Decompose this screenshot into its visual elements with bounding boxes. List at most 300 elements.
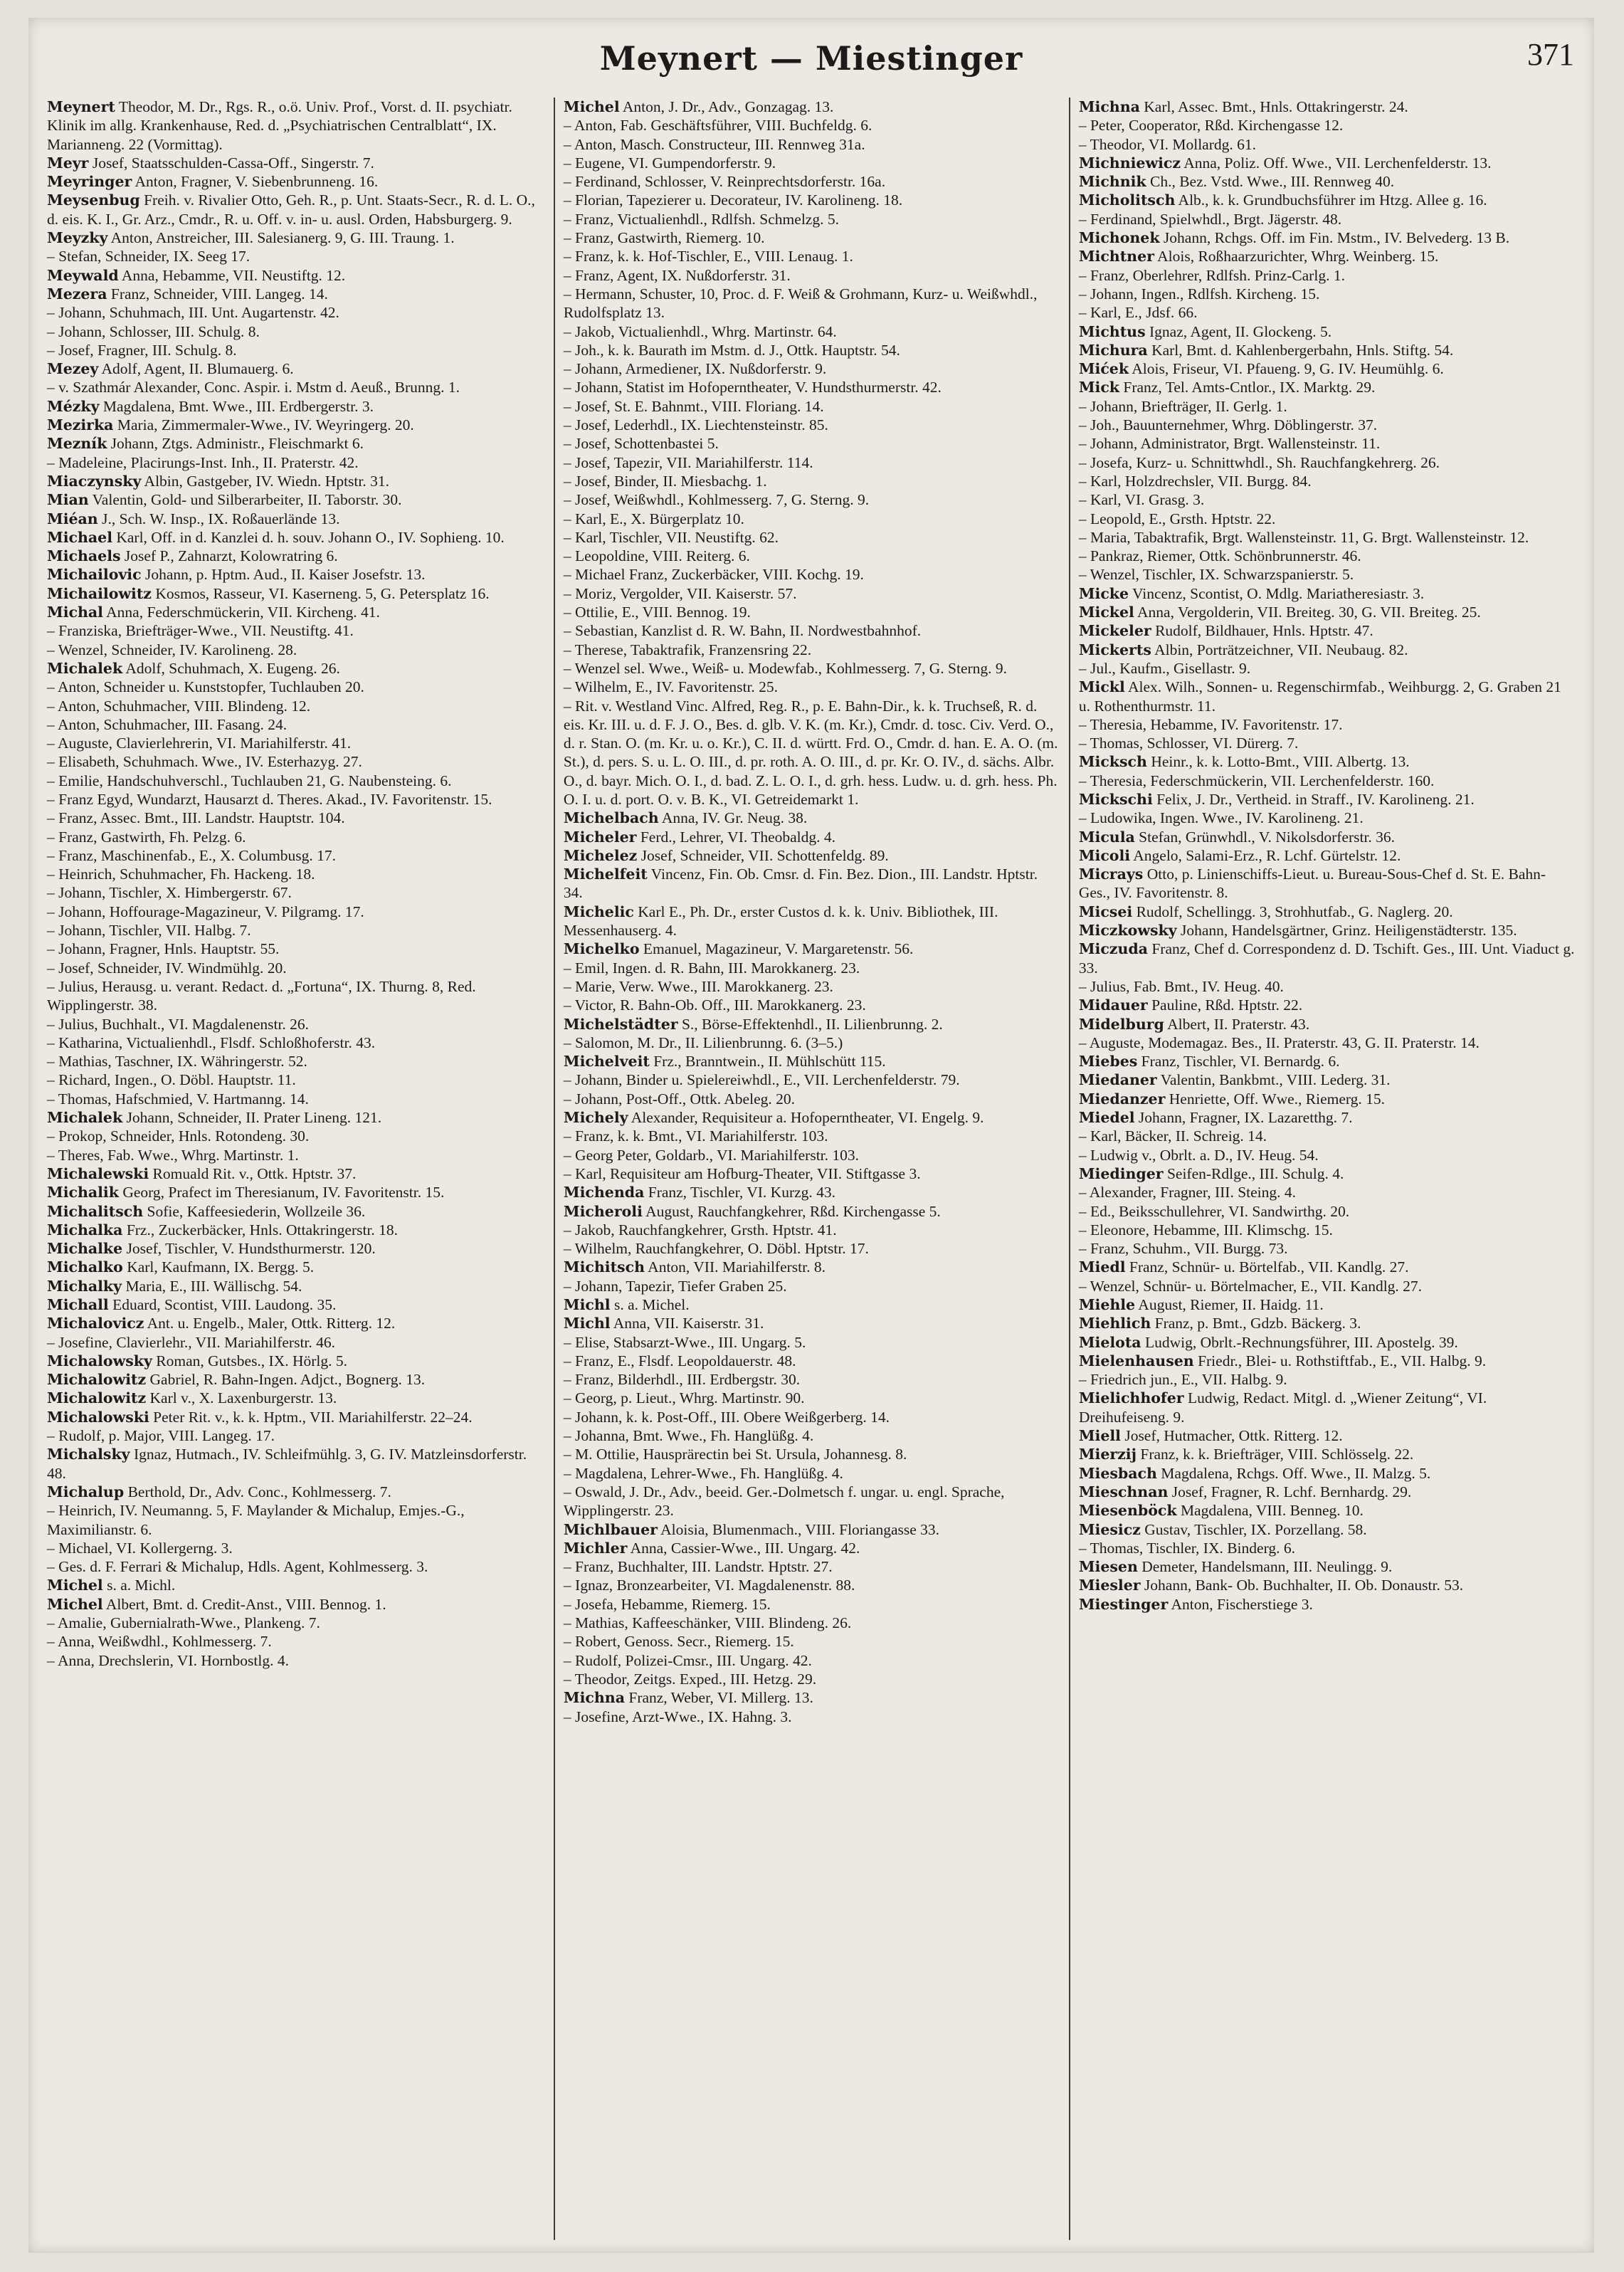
column-left (38, 98, 554, 2240)
entry-text: – Johann, Armediener, IX. Nußdorferstr. 9. (563, 360, 827, 378)
directory-entry (47, 322, 545, 341)
entry-text: – Johann, Briefträger, II. Gerlg. 1. (1078, 397, 1287, 415)
entry-text: – Georg Peter, Goldarb., VI. Mariahilferstr. 103. (563, 1146, 860, 1164)
entry-surname: Mierzij (1078, 1446, 1137, 1463)
directory-entry (564, 641, 1060, 659)
directory-entry (1079, 1426, 1576, 1445)
entry-surname: Mickel (1078, 604, 1134, 621)
entry-text: – Anton, Schuhmacher, VIII. Blindeng. 12. (47, 697, 311, 715)
columns (38, 98, 1584, 2240)
entry-text: – Amalie, Gubernialrath-Wwe., Plankeng. 7. (47, 1614, 320, 1632)
directory-entry (47, 1426, 545, 1445)
entry-text: – Johann, Statist im Hofoperntheater, V. Hundsthurmerstr. 42. (563, 379, 942, 396)
directory-entry (564, 341, 1060, 359)
entry-text: – Josef, Fragner, III. Schulg. 8. (47, 341, 237, 359)
directory-entry (1079, 266, 1576, 285)
entry-text: – Salomon, M. Dr., II. Lilienbrunng. 6. (3–5.) (563, 1034, 843, 1051)
directory-entry (47, 1295, 545, 1314)
entry-text: – Franz, Bilderhdl., III. Erdbergstr. 30. (563, 1371, 801, 1389)
entry-surname: Michl (563, 1315, 611, 1332)
entry-text: Roman, Gutsbes., IX. Hörlg. 5. (152, 1352, 348, 1369)
entry-text: Franz, Schneider, VIII. Langeg. 14. (107, 285, 328, 303)
directory-entry (1079, 809, 1576, 827)
directory-entry (1079, 1539, 1576, 1557)
entry-text: Anton, Fragner, V. Siebenbrunneng. 16. (132, 173, 379, 191)
entry-text: – Josef, Tapezir, VII. Mariahilferstr. 114. (563, 453, 813, 471)
entry-text: – Josefine, Arzt-Wwe., IX. Hahng. 3. (563, 1708, 792, 1725)
entry-surname: Miesenböck (1078, 1502, 1177, 1520)
directory-entry (1079, 1464, 1576, 1483)
directory-entry (47, 285, 545, 303)
entry-surname: Michura (1078, 341, 1148, 359)
entry-surname: Michelstädter (563, 1015, 678, 1033)
entry-text: – Eugene, VI. Gumpendorferstr. 9. (563, 154, 776, 172)
entry-surname: Michenda (563, 1184, 645, 1201)
entry-surname: Micsei (1078, 903, 1133, 920)
entry-text: – Franz, Victualienhdl., Rdlfsh. Schmelzg. 5. (563, 210, 839, 228)
directory-entry (1079, 1183, 1576, 1201)
entry-surname: Micke (1078, 584, 1129, 602)
entry-text: Franz, p. Bmt., Gdzb. Bäckerg. 3. (1151, 1315, 1361, 1332)
entry-text: Frz., Branntwein., II. Mühlschütt 115. (649, 1053, 886, 1071)
entry-text: Demeter, Handelsmann, III. Neulingg. 9. (1137, 1558, 1393, 1576)
directory-entry (564, 1670, 1060, 1688)
entry-text: – Theodor, VI. Mollardg. 61. (1078, 135, 1256, 153)
directory-entry (47, 1408, 545, 1426)
entry-text: – Franz Egyd, Wundarzt, Hausarzt d. Theres. Akad., IV. Favoritenstr. 15. (47, 790, 492, 808)
directory-entry (1079, 565, 1576, 584)
entry-text: – Thomas, Tischler, IX. Binderg. 6. (1078, 1539, 1295, 1557)
directory-entry (47, 247, 545, 265)
entry-text: Ludwig, Obrlt.-Rechnungsführer, III. Apostelg. 39. (1141, 1333, 1458, 1351)
entry-surname: Meyr (47, 154, 89, 172)
directory-entry (47, 959, 545, 977)
directory-entry (1079, 1445, 1576, 1463)
directory-entry (564, 1520, 1060, 1539)
entry-text: – Johann, Tischler, VII. Halbg. 7. (47, 922, 251, 940)
directory-entry (47, 1052, 545, 1071)
entry-surname: Michailowitz (47, 584, 152, 602)
directory-entry (47, 790, 545, 809)
entry-text: – Karl, Bäcker, II. Schreig. 14. (1078, 1127, 1267, 1145)
entry-text: Franz, Weber, VI. Millerg. 13. (624, 1689, 813, 1707)
entry-text: – Auguste, Modemagaz. Bes., II. Praterstr. 43, G. II. Praterstr. 14. (1078, 1034, 1480, 1051)
entry-text: – Joh., Bauunternehmer, Whrg. Döblingerstr. 37. (1078, 416, 1378, 434)
entry-text: Johann, Schneider, II. Prater Lineng. 121. (122, 1109, 382, 1127)
entry-text: – Theresia, Federschmückerin, VII. Lerchenfelderstr. 160. (1078, 772, 1435, 789)
entry-text: – Josefine, Clavierlehr., VII. Mariahilferstr. 46. (47, 1333, 336, 1351)
directory-entry (47, 359, 545, 378)
entry-text: – Karl, E., Jdsf. 66. (1078, 304, 1198, 322)
directory-entry (47, 828, 545, 846)
directory-entry (1079, 116, 1576, 135)
entry-text: – Johann, k. k. Post-Off., III. Obere Weißgerberg. 14. (563, 1408, 890, 1426)
entry-surname: Miesler (1078, 1577, 1141, 1594)
entry-text: – Anton, Schneider u. Kunststopfer, Tuchlauben 20. (47, 678, 364, 696)
entry-text: Stefan, Grünwhdl., V. Nikolsdorferstr. 36. (1134, 828, 1396, 846)
directory-entry (47, 266, 545, 285)
entry-text: Albert, II. Praterstr. 43. (1164, 1015, 1310, 1033)
directory-entry (1079, 1314, 1576, 1332)
entry-surname: Michna (563, 1689, 625, 1707)
directory-entry (564, 1052, 1060, 1071)
entry-surname: Micoli (1078, 846, 1131, 864)
entry-text: – Katharina, Victualienhdl., Flsdf. Schloßhoferstr. 43. (47, 1034, 376, 1051)
entry-text: Ignaz, Hutmach., IV. Schleifmühlg. 3, G. IV. Matzleinsdorferstr. 48. (47, 1446, 527, 1482)
entry-text: – Michael, VI. Kollergerng. 3. (47, 1539, 233, 1557)
entry-text: Alb., k. k. Grundbuchsführer im Htzg. Allee g. 16. (1175, 191, 1487, 209)
entry-text: – Leopold, E., Grsth. Hptstr. 22. (1078, 510, 1276, 527)
entry-text: Josef, Tischler, V. Hundsthurmerstr. 120. (122, 1240, 376, 1258)
directory-entry (1079, 996, 1576, 1014)
entry-surname: Miedinger (1078, 1164, 1164, 1182)
entry-text: – Thomas, Schlosser, VI. Dürerg. 7. (1078, 735, 1299, 752)
entry-text: Anna, Federschmückerin, VII. Kircheng. 41. (102, 604, 380, 621)
directory-entry (47, 154, 545, 172)
directory-entry (47, 528, 545, 547)
entry-surname: Mickerts (1078, 641, 1151, 658)
directory-entry (1079, 659, 1576, 678)
entry-surname: Mezirka (47, 416, 114, 434)
directory-entry (47, 752, 545, 771)
directory-entry (47, 621, 545, 640)
entry-text: – Anna, Weißwdhl., Kohlmesserg. 7. (47, 1633, 272, 1651)
directory-entry (1079, 752, 1576, 771)
entry-text: Otto, p. Linienschiffs-Lieut. u. Bureau-Sous-Chef d. St. E. Bahn-Ges., IV. Favoritenstr. 8. (1078, 866, 1546, 902)
entry-text: Johann, Rchgs. Off. im Fin. Mstm., IV. Belvederg. 13 B. (1159, 229, 1510, 247)
directory-entry (1079, 1052, 1576, 1071)
entry-text: – Franz, Assec. Bmt., III. Landstr. Hauptstr. 104. (47, 809, 345, 827)
entry-text: – Ed., Beiksschullehrer, VI. Sandwirthg. 20. (1078, 1202, 1350, 1220)
directory-entry (47, 1258, 545, 1276)
entry-text: Ch., Bez. Vstd. Wwe., III. Rennweg 40. (1146, 173, 1395, 191)
entry-text: – Anna, Drechslerin, VI. Hornbostlg. 4. (47, 1651, 289, 1669)
entry-surname: Miehlich (1078, 1315, 1151, 1332)
entry-surname: Mézky (47, 397, 100, 415)
entry-text: – Johann, Administrator, Brgt. Wallensteinstr. 11. (1078, 435, 1381, 453)
entry-text: – Rit. v. Westland Vinc. Alfred, Reg. R., p. E. Bahn-Dir., k. k. Truchseß, R. d. eis. Kr. III. u. d. F. J. O., Bes. d. glb. V. K. (m. Kr.), Cmdr. d. tosc. Civ. Verd. O., d. r. Stan. O. (m. Kr. u. o. Kr.), C. II. d. württ. Frd. O., Cmdr. d. han. E. A. O. (m. St.), d. pers. S. u. L. O. III., d. pr. roth. A. O. III., d. pr. Kr. O. IV., d. sächs. Albr. O., d. bayr. Mich. O. I., d. bad. Z. L. O. I., d. grh. hess. Ludw. u. d. grh. hess. Ph. O. I. u. d. port. O. v. B. K., VI. Getreidemarkt 1. (563, 697, 1058, 808)
entry-text: Valentin, Gold- und Silberarbeiter, II. Taborstr. 30. (88, 491, 402, 509)
directory-entry (1079, 341, 1576, 359)
directory-entry (47, 1389, 545, 1407)
entry-text: – Wenzel, Tischler, IX. Schwarzspanierstr. 5. (1078, 566, 1354, 584)
directory-entry (1079, 135, 1576, 154)
directory-entry (564, 1071, 1060, 1089)
directory-entry (564, 603, 1060, 621)
entry-text: Karl v., X. Laxenburgerstr. 13. (146, 1389, 337, 1407)
entry-surname: Michalek (47, 1109, 123, 1127)
entry-text: – Josef, Schneider, IV. Windmühlg. 20. (47, 959, 287, 977)
entry-surname: Miebes (1078, 1053, 1138, 1071)
directory-entry (47, 1202, 545, 1221)
entry-surname: Michely (563, 1109, 628, 1127)
entry-surname: Michelbach (563, 809, 659, 827)
entry-surname: Michael (47, 528, 112, 546)
entry-text: Anna, Cassier-Wwe., III. Ungarg. 42. (627, 1539, 860, 1557)
entry-text: August, Rauchfangkehrer, Rßd. Kirchengasse 5. (642, 1202, 941, 1220)
entry-surname: Michelic (563, 903, 634, 920)
column-middle (554, 98, 1069, 2240)
entry-surname: Micksch (1078, 753, 1147, 771)
directory-entry (564, 1464, 1060, 1483)
entry-text: Ignaz, Agent, II. Glockeng. 5. (1145, 322, 1332, 340)
directory-entry (1079, 1277, 1576, 1295)
entry-surname: Michalek (47, 659, 123, 677)
directory-entry (564, 285, 1060, 322)
entry-text: Rudolf, Schellingg. 3, Strohhutfab., G. Naglerg. 20. (1132, 903, 1453, 920)
entry-surname: Miczuda (1078, 940, 1148, 958)
entry-text: Heinr., k. k. Lotto-Bmt., VIII. Albertg. 13. (1146, 753, 1410, 771)
directory-entry (564, 378, 1060, 396)
directory-entry (564, 959, 1060, 977)
entry-surname: Mezey (47, 360, 99, 378)
entry-text: – Theres, Fab. Wwe., Whrg. Martinstr. 1. (47, 1146, 299, 1164)
directory-entry (564, 1483, 1060, 1520)
directory-entry (47, 1090, 545, 1108)
directory-entry (564, 697, 1060, 809)
directory-entry (1079, 1576, 1576, 1594)
entry-text: – Karl, Requisiteur am Hofburg-Theater, VII. Stiftgasse 3. (563, 1164, 921, 1182)
entry-text: – Franz, Maschinenfab., E., X. Columbusg. 17. (47, 846, 337, 864)
entry-surname: Miczkowsky (1078, 922, 1177, 940)
directory-entry (47, 846, 545, 865)
entry-text: – Josefa, Kurz- u. Schnittwhdl., Sh. Rauchfangkehrerg. 26. (1078, 453, 1440, 471)
entry-surname: Michel (47, 1577, 103, 1594)
entry-text: Ludwig, Redact. Mitgl. d. „Wiener Zeitung“, VI. Dreihufeiseng. 9. (1078, 1389, 1487, 1426)
entry-text: Johann, Bank- Ob. Buchhalter, II. Ob. Donaustr. 53. (1140, 1577, 1464, 1594)
directory-entry (564, 547, 1060, 565)
directory-entry (1079, 1595, 1576, 1614)
entry-text: – Johann, Schuhmach, III. Unt. Augartenstr. 42. (47, 304, 339, 322)
directory-entry (1079, 434, 1576, 453)
entry-surname: Michna (1078, 98, 1140, 115)
entry-text: – Josef, Schottenbastei 5. (563, 435, 719, 453)
directory-entry (1079, 1333, 1576, 1352)
directory-entry (564, 247, 1060, 265)
entry-text: – Jul., Kaufm., Gisellastr. 9. (1078, 659, 1251, 677)
directory-entry (564, 191, 1060, 209)
entry-text: – Karl, VI. Grasg. 3. (1078, 491, 1205, 509)
entry-surname: Mezera (47, 285, 107, 303)
entry-text: Josef, Fragner, R. Lchf. Bernhardg. 29. (1168, 1483, 1412, 1500)
directory-entry (564, 1408, 1060, 1426)
directory-entry (47, 1352, 545, 1370)
entry-text: Anna, Vergolderin, VII. Breiteg. 30, G. VII. Breiteg. 25. (1134, 604, 1481, 621)
entry-text: – Elise, Stabsarzt-Wwe., III. Ungarg. 5. (563, 1333, 806, 1351)
entry-text: – Franz, Buchhalter, III. Landstr. Hptstr. 27. (563, 1558, 833, 1576)
directory-entry (564, 1576, 1060, 1594)
directory-entry (1079, 1202, 1576, 1221)
entry-text: Josef, Hutmacher, Ottk. Ritterg. 12. (1120, 1427, 1343, 1445)
entry-surname: Midelburg (1078, 1015, 1164, 1033)
directory-entry (1079, 1258, 1576, 1276)
directory-entry (1079, 98, 1576, 116)
directory-entry (1079, 191, 1576, 209)
entry-text: Anna, Hebamme, VII. Neustiftg. 12. (118, 266, 346, 284)
entry-text: Valentin, Bankbmt., VIII. Lederg. 31. (1156, 1071, 1391, 1089)
entry-text: J., Sch. W. Insp., IX. Roßauerlände 13. (97, 510, 340, 527)
entry-text: – Theresia, Hebamme, IV. Favoritenstr. 17. (1078, 715, 1343, 733)
directory-entry (564, 1221, 1060, 1239)
entry-text: – Julius, Herausg. u. verant. Redact. d. „Fortuna“, IX. Thurng. 8, Red. Wipplingerstr. 38. (47, 977, 476, 1014)
directory-entry (564, 1389, 1060, 1407)
directory-entry (564, 528, 1060, 547)
entry-text: – Johann, Binder u. Spielereiwhdl., E., VII. Lerchenfelderstr. 79. (563, 1071, 960, 1089)
entry-text: Johann, p. Hptm. Aud., II. Kaiser Josefstr. 13. (141, 566, 426, 584)
entry-text: Albin, Gastgeber, IV. Wiedn. Hptstr. 31. (141, 472, 389, 490)
entry-text: Vincenz, Fin. Ob. Cmsr. d. Fin. Bez. Dion., III. Landstr. Hptstr. 34. (563, 866, 1038, 902)
entry-text: – Karl, Tischler, VII. Neustiftg. 62. (563, 528, 779, 546)
directory-entry (564, 434, 1060, 453)
directory-entry (47, 1595, 545, 1614)
entry-surname: Michalitsch (47, 1202, 144, 1220)
entry-surname: Miesicz (1078, 1520, 1141, 1538)
directory-entry (1079, 172, 1576, 191)
entry-surname: Michalowski (47, 1408, 149, 1426)
directory-entry (47, 1501, 545, 1539)
entry-text: – Josef, St. E. Bahnmt., VIII. Floriang. 14. (563, 397, 824, 415)
directory-entry (564, 1539, 1060, 1557)
directory-entry (1079, 1370, 1576, 1389)
entry-text: – Therese, Tabaktrafik, Franzensring 22. (563, 641, 812, 658)
entry-text: Eduard, Scontist, VIII. Laudong. 35. (108, 1296, 337, 1313)
directory-entry (564, 621, 1060, 640)
directory-entry (1079, 359, 1576, 378)
directory-entry (47, 453, 545, 472)
entry-surname: Meysenbug (47, 191, 140, 209)
running-title: Meynert — Miestinger (599, 39, 1023, 78)
entry-text: – Sebastian, Kanzlist d. R. W. Bahn, II. Nordwestbahnhof. (563, 622, 922, 640)
directory-entry (47, 1071, 545, 1089)
directory-entry (47, 940, 545, 958)
entry-text: – v. Szathmár Alexander, Conc. Aspir. i. Mstm d. Aeuß., Brunng. 1. (47, 379, 460, 396)
directory-entry (564, 809, 1060, 827)
directory-entry (564, 1202, 1060, 1221)
entry-text: Johann, Ztgs. Administr., Fleischmarkt 6. (107, 435, 364, 453)
entry-surname: Michnik (1078, 173, 1146, 191)
page-number: 371 (1527, 37, 1574, 72)
directory-entry (47, 1576, 545, 1594)
directory-entry (47, 472, 545, 490)
entry-text: Sofie, Kaffeesiederin, Wollzeile 36. (143, 1202, 366, 1220)
entry-text: – Joh., k. k. Baurath im Mstm. d. J., Ottk. Hauptstr. 54. (563, 341, 900, 359)
entry-text: Gustav, Tischler, IX. Porzellang. 58. (1140, 1520, 1367, 1538)
directory-entry (564, 584, 1060, 603)
entry-text: – Mathias, Kaffeeschänker, VIII. Blindeng. 26. (563, 1614, 852, 1632)
directory-entry (564, 1108, 1060, 1127)
entry-text: – Franz, Agent, IX. Nußdorferstr. 31. (563, 266, 791, 284)
entry-surname: Michtus (1078, 322, 1146, 340)
directory-entry (1079, 154, 1576, 172)
directory-entry (1079, 322, 1576, 341)
entry-text: – Robert, Genoss. Secr., Riemerg. 15. (563, 1633, 794, 1651)
entry-surname: Michal (47, 604, 103, 621)
entry-text: – Prokop, Schneider, Hnls. Rotondeng. 30. (47, 1127, 310, 1145)
entry-text: Alex. Wilh., Sonnen- u. Regenschirmfab., Weihburgg. 2, G. Graben 21 u. Rothenthurmstr. 11. (1078, 678, 1561, 715)
column-right (1069, 98, 1584, 2240)
directory-entry (564, 228, 1060, 247)
entry-text: – Franz, Gastwirth, Riemerg. 10. (563, 229, 765, 247)
directory-entry (1079, 1108, 1576, 1127)
entry-text: Franz, Tel. Amts-Cntlor., IX. Marktg. 29. (1119, 379, 1376, 396)
directory-entry (564, 210, 1060, 228)
entry-text: – Franz, k. k. Bmt., VI. Mariahilferstr. 103. (563, 1127, 828, 1145)
directory-entry (47, 191, 545, 228)
entry-surname: Michtner (1078, 248, 1154, 265)
entry-text: Josef, Staatsschulden-Cassa-Off., Singerstr. 7. (88, 154, 374, 172)
entry-text: – Karl, Holzdrechsler, VII. Burgg. 84. (1078, 472, 1312, 490)
directory-entry (1079, 453, 1576, 472)
directory-entry (1079, 903, 1576, 921)
directory-entry (1079, 210, 1576, 228)
directory-entry (47, 809, 545, 827)
directory-entry (47, 434, 545, 453)
directory-entry (47, 228, 545, 247)
entry-text: Magdalena, VIII. Benneg. 10. (1176, 1502, 1364, 1520)
directory-entry (47, 416, 545, 434)
entry-text: Rudolf, Bildhauer, Hnls. Hptstr. 47. (1151, 622, 1373, 640)
entry-text: Maria, Zimmermaler-Wwe., IV. Weyringerg. 20. (113, 416, 414, 434)
directory-entry (1079, 490, 1576, 509)
entry-text: Karl, Bmt. d. Kahlenbergerbahn, Hnls. Stiftg. 54. (1147, 341, 1454, 359)
directory-entry (47, 678, 545, 696)
directory-entry (47, 1183, 545, 1201)
directory-entry (1079, 472, 1576, 490)
entry-surname: Miesen (1078, 1558, 1138, 1576)
entry-text: Josef P., Zahnarzt, Kolowratring 6. (120, 547, 338, 565)
entry-text: Franz, k. k. Briefträger, VIII. Schlösselg. 22. (1137, 1446, 1414, 1463)
directory-entry (564, 116, 1060, 135)
directory-entry (47, 977, 545, 1015)
entry-text: – Anton, Fab. Geschäftsführer, VIII. Buchfeldg. 6. (563, 117, 872, 135)
entry-text: – Jakob, Victualienhdl., Whrg. Martinstr. 64. (563, 322, 837, 340)
entry-text: Johann, Fragner, IX. Lazaretthg. 7. (1134, 1109, 1353, 1127)
directory-entry (564, 135, 1060, 154)
entry-text: – Rudolf, p. Major, VIII. Langeg. 17. (47, 1427, 275, 1445)
directory-entry (47, 584, 545, 603)
entry-text: – Leopoldine, VIII. Reiterg. 6. (563, 547, 750, 565)
entry-text: – Franziska, Briefträger-Wwe., VII. Neustiftg. 41. (47, 622, 354, 640)
directory-entry (1079, 1127, 1576, 1145)
entry-text: – Theodor, Zeitgs. Exped., III. Hetzg. 29. (563, 1670, 817, 1688)
directory-entry (47, 603, 545, 621)
entry-surname: Michaels (47, 547, 121, 565)
directory-entry (564, 1651, 1060, 1670)
directory-entry (47, 1483, 545, 1501)
directory-entry (47, 341, 545, 359)
entry-text: Anton, J. Dr., Adv., Gonzagag. 13. (619, 98, 834, 115)
directory-entry (564, 1146, 1060, 1164)
entry-surname: Michitsch (563, 1258, 645, 1276)
entry-text: – Josefa, Hebamme, Riemerg. 15. (563, 1595, 771, 1613)
directory-entry (1079, 865, 1576, 903)
entry-surname: Michalowitz (47, 1389, 147, 1407)
entry-text: Anton, Fischerstiege 3. (1168, 1595, 1313, 1613)
directory-entry (1079, 547, 1576, 565)
directory-entry (1079, 1146, 1576, 1164)
entry-text: – Georg, p. Lieut., Whrg. Martinstr. 90. (563, 1389, 805, 1407)
entry-text: Ferd., Lehrer, VI. Theobaldg. 4. (636, 828, 836, 846)
entry-surname: Michalka (47, 1221, 123, 1238)
entry-text: Ant. u. Engelb., Maler, Ottk. Ritterg. 12. (144, 1315, 396, 1332)
entry-surname: Michalsky (47, 1446, 130, 1463)
directory-entry (47, 1146, 545, 1164)
entry-surname: Michl (563, 1296, 611, 1313)
directory-entry (564, 1314, 1060, 1332)
directory-entry (47, 1557, 545, 1576)
directory-entry (564, 1239, 1060, 1258)
directory-entry (47, 1127, 545, 1145)
